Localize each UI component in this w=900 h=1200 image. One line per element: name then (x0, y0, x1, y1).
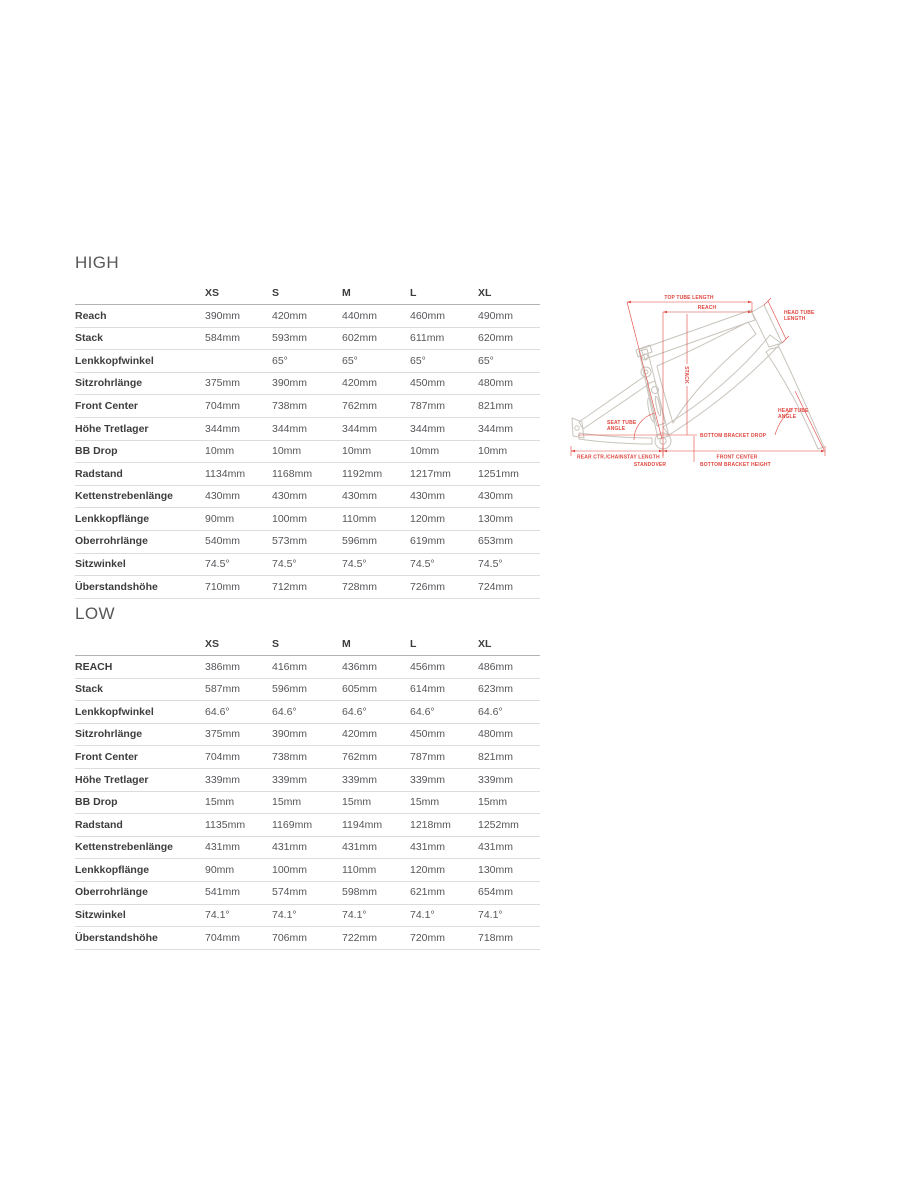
chain-stay (579, 433, 652, 444)
measurement-label: Stack (75, 332, 104, 345)
table-row (75, 859, 540, 882)
label-bottom-bracket-drop: BOTTOM BRACKET DROP (700, 433, 767, 439)
geometry-section-high (75, 253, 540, 599)
measurement-value: 821mm (478, 399, 514, 412)
measurement-value: 460mm (410, 309, 446, 322)
measurement-value: 339mm (272, 773, 308, 786)
measurement-label: Überstandshöhe (75, 931, 158, 944)
steering-axis-line (795, 391, 824, 450)
measurement-value: 375mm (205, 377, 241, 390)
measurement-value: 15mm (272, 796, 302, 809)
measurement-label: Sitzrohrlänge (75, 377, 143, 390)
measurement-label: Kettenstrebenlänge (75, 841, 174, 854)
measurement-value: 710mm (205, 580, 241, 593)
measurement-value: 593mm (272, 332, 308, 345)
measurement-value: 598mm (342, 886, 378, 899)
measurement-value: 15mm (342, 796, 372, 809)
measurement-value: 10mm (478, 445, 508, 458)
measurement-value: 10mm (205, 445, 235, 458)
measurement-value: 339mm (478, 773, 514, 786)
arrow (571, 450, 575, 452)
measurement-value: 738mm (272, 750, 308, 763)
down-tube (663, 335, 781, 435)
measurement-value: 573mm (272, 535, 308, 548)
measurement-value: 74.1° (205, 909, 230, 922)
size-column-header: XL (478, 637, 492, 650)
measurement-value: 430mm (478, 490, 514, 503)
measurement-value: 596mm (342, 535, 378, 548)
size-column-header: S (272, 286, 280, 299)
linkage-slot-1 (646, 398, 655, 422)
measurement-value: 130mm (478, 512, 514, 525)
measurement-value: 65° (410, 354, 426, 367)
measurement-label: Front Center (75, 750, 138, 763)
measurement-value: 1168mm (272, 467, 313, 480)
geometry-table-low (75, 633, 540, 950)
measurement-value: 720mm (410, 931, 446, 944)
table-row (75, 905, 540, 928)
measurement-value: 430mm (342, 490, 378, 503)
measurement-label: Front Center (75, 399, 138, 412)
table-row (75, 746, 540, 769)
label-stack: STACK (683, 366, 689, 384)
measurement-value: 65° (272, 354, 288, 367)
seat-tube-angle-arc (634, 413, 655, 440)
measurement-value: 431mm (410, 841, 446, 854)
measurement-value: 74.1° (478, 909, 503, 922)
label-seat-tube-angle-2: ANGLE (607, 426, 626, 432)
measurement-value: 15mm (205, 796, 235, 809)
table-row (75, 395, 540, 418)
measurement-value: 110mm (342, 512, 377, 525)
measurement-value: 704mm (205, 931, 241, 944)
measurement-value: 74.1° (410, 909, 435, 922)
head-tube-length-ext-1 (764, 298, 771, 305)
measurement-value: 605mm (342, 683, 378, 696)
measurement-value: 480mm (478, 728, 514, 741)
fork (766, 347, 824, 449)
table-row (75, 531, 540, 554)
table-row (75, 305, 540, 328)
measurement-value: 344mm (478, 422, 514, 435)
measurement-value: 440mm (342, 309, 378, 322)
measurement-value: 1218mm (410, 818, 451, 831)
size-column-header: XS (205, 286, 220, 299)
measurement-label: Radstand (75, 467, 123, 480)
measurement-label: Radstand (75, 818, 123, 831)
measurement-label: Höhe Tretlager (75, 773, 149, 786)
measurement-value: 416mm (272, 660, 308, 673)
measurement-label: REACH (75, 660, 113, 673)
measurement-value: 344mm (342, 422, 378, 435)
measurement-value: 712mm (272, 580, 308, 593)
measurement-value: 718mm (478, 931, 514, 944)
table-row (75, 350, 540, 373)
measurement-value: 431mm (478, 841, 514, 854)
arrow (748, 301, 752, 304)
arrow (659, 450, 663, 452)
top-tube (641, 310, 755, 359)
measurement-value: 420mm (342, 377, 378, 390)
table-row (75, 792, 540, 815)
measurement-value: 344mm (272, 422, 308, 435)
measurement-label: BB Drop (75, 796, 118, 809)
measurement-value: 74.5° (478, 558, 503, 571)
measurement-value: 10mm (342, 445, 372, 458)
measurement-value: 787mm (410, 399, 446, 412)
table-row (75, 882, 540, 905)
measurement-value: 621mm (410, 886, 446, 899)
measurement-value: 724mm (478, 580, 514, 593)
measurement-label: Lenkkopfwinkel (75, 705, 154, 718)
measurement-value: 738mm (272, 399, 308, 412)
measurement-value: 486mm (478, 660, 514, 673)
geometry-table-high (75, 282, 540, 599)
measurement-value: 480mm (478, 377, 514, 390)
label-seat-tube-angle-1: SEAT TUBE (607, 420, 637, 426)
measurement-value: 130mm (478, 863, 514, 876)
measurement-value: 654mm (478, 886, 514, 899)
table-row (75, 554, 540, 577)
table-row (75, 837, 540, 860)
measurement-label: Kettenstrebenlänge (75, 490, 174, 503)
measurement-value: 339mm (410, 773, 446, 786)
size-column-header: XL (478, 286, 492, 299)
dimension-lines (571, 298, 825, 462)
measurement-value: 704mm (205, 750, 241, 763)
size-column-header: M (342, 637, 351, 650)
measurement-value: 65° (478, 354, 494, 367)
measurement-value: 490mm (478, 309, 514, 322)
measurement-label: Reach (75, 309, 107, 322)
measurement-value: 450mm (410, 377, 446, 390)
table-header-row (75, 633, 540, 656)
measurement-value: 90mm (205, 863, 235, 876)
measurement-value: 90mm (205, 512, 235, 525)
measurement-value: 762mm (342, 399, 378, 412)
measurement-label: Lenkkopflänge (75, 863, 150, 876)
measurement-value: 762mm (342, 750, 378, 763)
table-row (75, 814, 540, 837)
measurement-value: 704mm (205, 399, 241, 412)
measurement-value: 1134mm (205, 467, 246, 480)
measurement-label: Überstandshöhe (75, 580, 158, 593)
measurement-value: 64.6° (342, 705, 367, 718)
measurement-value: 390mm (272, 377, 308, 390)
measurement-label: Sitzwinkel (75, 909, 126, 922)
measurement-value: 614mm (410, 683, 446, 696)
table-row (75, 679, 540, 702)
table-row (75, 656, 540, 679)
measurement-value: 339mm (205, 773, 241, 786)
measurement-value: 386mm (205, 660, 241, 673)
measurement-value: 619mm (410, 535, 446, 548)
measurement-value: 110mm (342, 863, 377, 876)
measurement-value: 540mm (205, 535, 241, 548)
measurement-value: 1135mm (205, 818, 246, 831)
dimension-labels (577, 295, 815, 468)
arrow (627, 301, 631, 304)
table-row (75, 463, 540, 486)
measurement-value: 1169mm (272, 818, 313, 831)
measurement-value: 420mm (342, 728, 378, 741)
measurement-value: 653mm (478, 535, 514, 548)
rear-axle (575, 426, 579, 430)
measurement-value: 100mm (272, 863, 308, 876)
measurement-label: Oberrohrlänge (75, 886, 148, 899)
size-column-header: L (410, 286, 417, 299)
table-row (75, 373, 540, 396)
label-head-tube-angle-1: HEAD TUBE (778, 408, 809, 414)
label-rear-center: REAR CTR./CHAINSTAY LENGTH (577, 454, 660, 461)
measurement-value: 596mm (272, 683, 308, 696)
measurement-value: 436mm (342, 660, 378, 673)
measurement-value: 430mm (205, 490, 241, 503)
measurement-value: 1194mm (342, 818, 383, 831)
arrow (663, 450, 667, 452)
table-row (75, 486, 540, 509)
label-head-tube-length-1: HEAD TUBE (784, 310, 815, 316)
measurement-value: 120mm (410, 512, 446, 525)
measurement-value: 574mm (272, 886, 308, 899)
measurement-label: Lenkkopflänge (75, 512, 150, 525)
arrow (663, 311, 667, 314)
measurement-value: 726mm (410, 580, 446, 593)
measurement-value: 1217mm (410, 467, 451, 480)
measurement-value: 1192mm (342, 467, 383, 480)
measurement-value: 390mm (272, 728, 308, 741)
arrow (821, 450, 825, 452)
measurement-value: 431mm (342, 841, 378, 854)
measurement-value: 65° (342, 354, 358, 367)
table-row (75, 701, 540, 724)
measurement-value: 74.5° (205, 558, 230, 571)
measurement-value: 15mm (478, 796, 508, 809)
size-column-header: L (410, 637, 417, 650)
measurement-value: 430mm (410, 490, 446, 503)
measurement-value: 64.6° (478, 705, 503, 718)
measurement-value: 821mm (478, 750, 514, 763)
measurement-value: 74.1° (342, 909, 367, 922)
label-bottom-bracket-height: BOTTOM BRACKET HEIGHT (700, 462, 771, 468)
section-title-high: HIGH (75, 253, 120, 272)
measurement-value: 375mm (205, 728, 241, 741)
label-top-tube-length: TOP TUBE LENGTH (664, 295, 714, 301)
measurement-value: 722mm (342, 931, 378, 944)
measurement-label: BB Drop (75, 445, 118, 458)
measurement-value: 390mm (205, 309, 241, 322)
table-row (75, 576, 540, 599)
table-row (75, 508, 540, 531)
measurement-value: 450mm (410, 728, 446, 741)
measurement-label: Sitzrohrlänge (75, 728, 143, 741)
measurement-value: 420mm (272, 309, 308, 322)
measurement-value: 787mm (410, 750, 446, 763)
measurement-label: Höhe Tretlager (75, 422, 149, 435)
label-head-tube-length-2: LENGTH (784, 316, 806, 322)
measurement-value: 74.5° (342, 558, 367, 571)
label-reach: REACH (697, 305, 717, 311)
table-row (75, 441, 540, 464)
measurement-value: 611mm (410, 332, 445, 345)
measurement-label: Oberrohrlänge (75, 535, 148, 548)
measurement-value: 344mm (410, 422, 446, 435)
measurement-value: 1251mm (478, 467, 519, 480)
measurement-value: 120mm (410, 863, 446, 876)
measurement-value: 587mm (205, 683, 241, 696)
measurement-value: 74.5° (272, 558, 297, 571)
measurement-value: 10mm (272, 445, 302, 458)
measurement-label: Sitzwinkel (75, 558, 126, 571)
bike-geometry-diagram (560, 280, 900, 485)
measurement-value: 431mm (205, 841, 241, 854)
measurement-value: 64.6° (272, 705, 297, 718)
size-column-header: S (272, 637, 280, 650)
measurement-label: Lenkkopfwinkel (75, 354, 154, 367)
measurement-value: 602mm (342, 332, 378, 345)
measurement-value: 64.6° (410, 705, 435, 718)
measurement-value: 728mm (342, 580, 378, 593)
measurement-value: 10mm (410, 445, 440, 458)
table-row (75, 418, 540, 441)
measurement-value: 15mm (410, 796, 440, 809)
section-title-low: LOW (75, 604, 115, 623)
measurement-value: 623mm (478, 683, 514, 696)
measurement-value: 541mm (205, 886, 241, 899)
measurement-label: Stack (75, 683, 104, 696)
measurement-value: 584mm (205, 332, 241, 345)
label-front-center: FRONT CENTER (716, 454, 758, 461)
measurement-value: 1252mm (478, 818, 519, 831)
measurement-value: 339mm (342, 773, 378, 786)
measurement-value: 431mm (272, 841, 308, 854)
table-row (75, 328, 540, 351)
measurement-value: 344mm (205, 422, 241, 435)
label-head-tube-angle-2: ANGLE (778, 414, 797, 420)
measurement-value: 74.1° (272, 909, 297, 922)
measurement-value: 620mm (478, 332, 514, 345)
label-standover: STANDOVER (633, 462, 667, 468)
table-header-row (75, 282, 540, 305)
table-row (75, 724, 540, 747)
head-tube-length-ext-2 (782, 336, 789, 343)
size-column-header: M (342, 286, 351, 299)
measurement-value: 74.5° (410, 558, 435, 571)
measurement-value: 100mm (272, 512, 308, 525)
measurement-value: 706mm (272, 931, 308, 944)
measurement-value: 64.6° (205, 705, 230, 718)
measurement-value: 430mm (272, 490, 308, 503)
measurement-value: 456mm (410, 660, 446, 673)
size-column-header: XS (205, 637, 220, 650)
table-row (75, 769, 540, 792)
table-row (75, 927, 540, 950)
geometry-section-low (75, 604, 540, 950)
